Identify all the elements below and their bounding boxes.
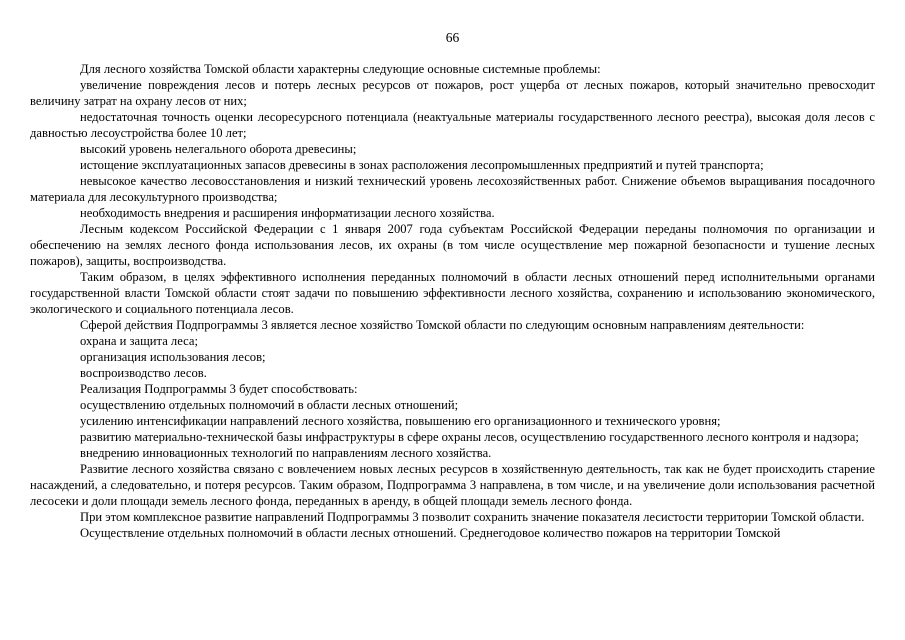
paragraph: развитию материально-технической базы инфраструктуры в сфере охраны лесов, осуществлению государственного лесного контроля и надзора; — [80, 430, 859, 444]
paragraph: Таким образом, в целях эффективного исполнения переданных полномочий в области лесных отношений перед исполнительными органами государственной власти Томской области стоят задачи по повышению эффективности лесного хозяйства, сохранению и использованию экономического, экологического и социального потенциала лесов. — [30, 270, 875, 316]
paragraph: Лесным кодексом Российской Федерации с 1 января 2007 года субъектам Российской Федерации переданы полномочия по организации и обеспечению на землях лесного фонда использования лесов, их охраны (в том числе осуществление мер пожарной безопасности и тушение лесных пожаров), защиты, воспроизводства. — [30, 222, 875, 268]
paragraph: Осуществление отдельных полномочий в области лесных отношений. Среднегодовое количество пожаров на территории Томской — [80, 526, 781, 540]
document-body — [30, 61, 875, 541]
paragraph: Сферой действия Подпрограммы 3 является лесное хозяйство Томской области по следующим основным направлениям деятельности: — [80, 318, 805, 332]
paragraph: высокий уровень нелегального оборота древесины; — [80, 142, 357, 156]
paragraph: Реализация Подпрограммы 3 будет способствовать: — [80, 382, 358, 396]
paragraph: воспроизводство лесов. — [80, 366, 207, 380]
page-number: 66 — [445, 30, 460, 45]
paragraph: истощение эксплуатационных запасов древесины в зонах расположения лесопромышленных предприятий и путей транспорта; — [80, 158, 764, 172]
paragraph: При этом комплексное развитие направлений Подпрограммы 3 позволит сохранить значение показателя лесистости территории Томской области. — [80, 510, 865, 524]
paragraph: осуществлению отдельных полномочий в области лесных отношений; — [80, 398, 459, 412]
paragraph: организация использования лесов; — [80, 350, 266, 364]
paragraph: внедрению инновационных технологий по направлениям лесного хозяйства. — [80, 446, 492, 460]
paragraph: охрана и защита леса; — [80, 334, 198, 348]
paragraph: увеличение повреждения лесов и потерь лесных ресурсов от пожаров, рост ущерба от лесных пожаров, который значительно превосходит величину затрат на охрану лесов от них; — [30, 78, 875, 108]
paragraph: необходимость внедрения и расширения информатизации лесного хозяйства. — [80, 206, 495, 220]
paragraph: Развитие лесного хозяйства связано с вовлечением новых лесных ресурсов в хозяйственную деятельность, так как не будет происходить старение насаждений, а следовательно, и потеря ресурсов. Таким образом, Подпрограмма 3 направлена, в том числе, и на увеличение доли использования расчетной лесосеки и доли площади земель лесного фонда, переданных в аренду, в общей площади земель лесного фонда. — [30, 462, 875, 508]
paragraph: недостаточная точность оценки лесоресурсного потенциала (неактуальные материалы государственного лесного реестра), высокая доля лесов с давностью лесоустройства более 10 лет; — [30, 110, 875, 140]
paragraph: Для лесного хозяйства Томской области характерны следующие основные системные проблемы: — [80, 62, 601, 76]
paragraph: невысокое качество лесовосстановления и низкий технический уровень лесохозяйственных работ. Снижение объемов выращивания посадочного материала для лесокультурного производства; — [30, 174, 875, 204]
paragraph: усилению интенсификации направлений лесного хозяйства, повышению его организационного и технического уровня; — [80, 414, 721, 428]
